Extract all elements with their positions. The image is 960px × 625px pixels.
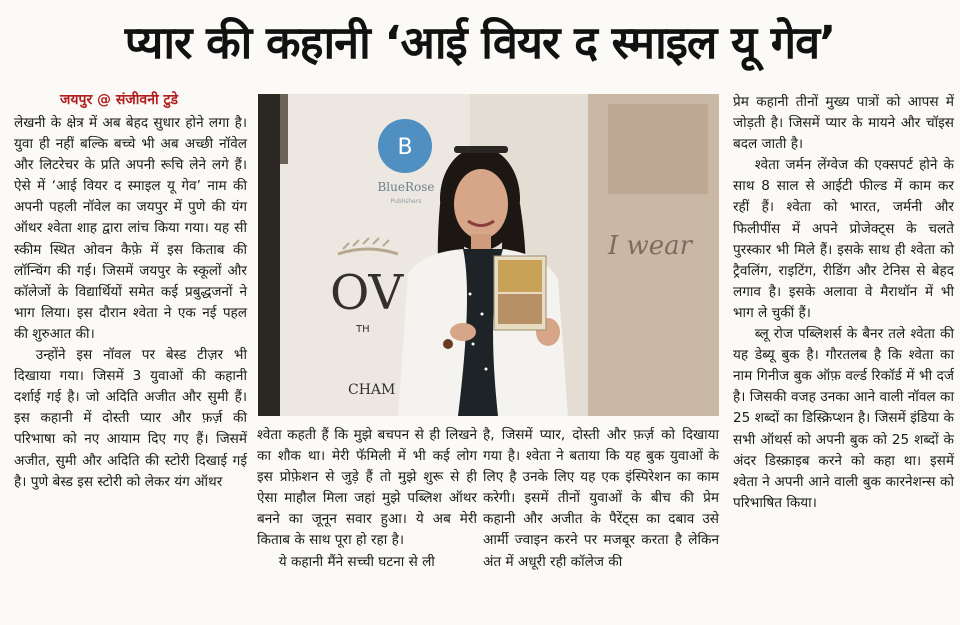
paragraph: श्वेता जर्मन लेंग्वेज की एक्सपर्ट होने के साथ 8 साल से आईटी फील्ड में काम कर रहीं हैं। श्वेता को भारत, जर्मनी और फिलीपींस में अपने प्रोजेक्ट्स के चलते पुरस्कार भी मिले हैं। इसके साथ ही श्वेता को ट्रैवलिंग, राइटिंग, रीडिंग और टेनिस से बेहद लगाव है। इसके अलावा वे मैराथॉन में भी भाग ले चुकीं हैं।	[733, 157, 954, 321]
paragraph: प्रेम कहानी तीनों मुख्य पात्रों को आपस में जोड़ती है। जिसमें प्यार के मायने और चॉइस बदल जाती है।	[733, 94, 954, 153]
author-photo	[258, 94, 719, 416]
article-column-1	[14, 113, 247, 493]
article-column-2	[257, 425, 477, 573]
article-column-3	[483, 425, 719, 573]
svg-text:B: B	[397, 135, 413, 160]
paragraph: है, जिसमें प्यार, दोस्ती और फ़र्ज़ को दिखाया गया है। श्वेता ने बताया कि यह बुक युवाओं के लिए है उनके लिए यह एक इंस्पिरेशन का काम करेगी। इसमें तीनों युवाओं के बीच की प्रेम कहानी और अजीत के पैरेंट्स का दबाव उसे आर्मी ज्वाइन करने पर मजबूर करता है लेकिन अंत में अधूरी रही कॉलेज की	[483, 427, 719, 570]
paragraph: ये कहानी मैंने सच्ची घटना से ली	[278, 553, 435, 570]
paragraph: लेखनी के क्षेत्र में अब बेहद सुधार होने लगा है। युवा ही नहीं बल्कि बच्चे भी अब अच्छी नॉवेल और लिटरेचर के प्रति अपनी रूचि लेने लगे हैं। ऐसे में ‘आई वियर द स्माइल यू गेव’ नाम की अपनी पहली नॉवेल का जयपुर में पुणे की यंग ऑथर श्वेता शाह द्वारा लांच किया गया। यह सी स्कीम स्थित ओवन कैफ़े में इस किताब की लॉन्चिंग की गई। जिसमें जयपुर के स्कूलों और कॉलेजों के विद्यार्थियों समेत कई प्रबुद्धजनों ने भाग लिया। इस दौरान श्वेता ने एक नई पहल की शुरुआत की।	[14, 115, 247, 342]
paragraph: उन्होंने इस नॉवल पर बेस्ड टीज़र भी दिखाया गया। जिसमें 3 युवाओं की कहानी दर्शाई गई है। जो अदिति अजीत और सुमी हैं। इस कहानी में दोस्ती प्यार और फ़र्ज़ की परिभाषा को नए आयाम दिए गए हैं। जिसमें अजीत, सुमी और अदिति की स्टोरी दिखाई गई है। पुणे बेस्ड इस स्टोरी को लेकर यंग ऑथर	[14, 347, 247, 490]
banner-word2-text: TH	[356, 324, 370, 335]
article-column-4	[733, 92, 954, 514]
paragraph: ब्लू रोज पब्लिशर्स के बैनर तले श्वेता की यह डेब्यू बुक है। गौरतलब है कि श्वेता का नाम गिनीज बुक ऑफ़ वर्ल्ड रिकॉर्ड में भी दर्ज है। जिसकी वजह उनका आने वाली नॉवल का 25 शब्दों का डिस्क्रिप्शन है। जिसमें इंडिया के सभी ऑथर्स को अपनी बुक को 25 शब्दों के अंदर डिस्क्राइब करने को कहा था। इसमें श्वेता ने अपनी आने वाली बुक कारनेशन्स को परिभाषित किया।	[733, 326, 954, 511]
headline: प्यार की कहानी ‘आई वियर द स्माइल यू गेव’	[124, 16, 836, 69]
banner-brand-text: BlueRose	[377, 180, 435, 194]
byline: जयपुर @ संजीवनी टुडे	[60, 92, 179, 108]
banner-script-text: I wear	[608, 231, 693, 261]
banner-cham-text: CHAM	[348, 382, 396, 398]
banner-word-text: OV	[330, 265, 404, 321]
paragraph: श्वेता कहती हैं कि मुझे बचपन से ही लिखने का शौक था। मेरी फॅमिली में भी कई लोग इस प्रोफ़ेशन से जुड़े हैं तो मुझे शुरू से ही ऐसा माहौल मिला जहां मुझे पब्लिश ऑथर बनने का जूनून सवार हुआ। ये अब मेरी किताब के साथ पूरा हो रहा है।	[257, 427, 477, 549]
banner-sub-text: Publishers	[390, 198, 422, 205]
